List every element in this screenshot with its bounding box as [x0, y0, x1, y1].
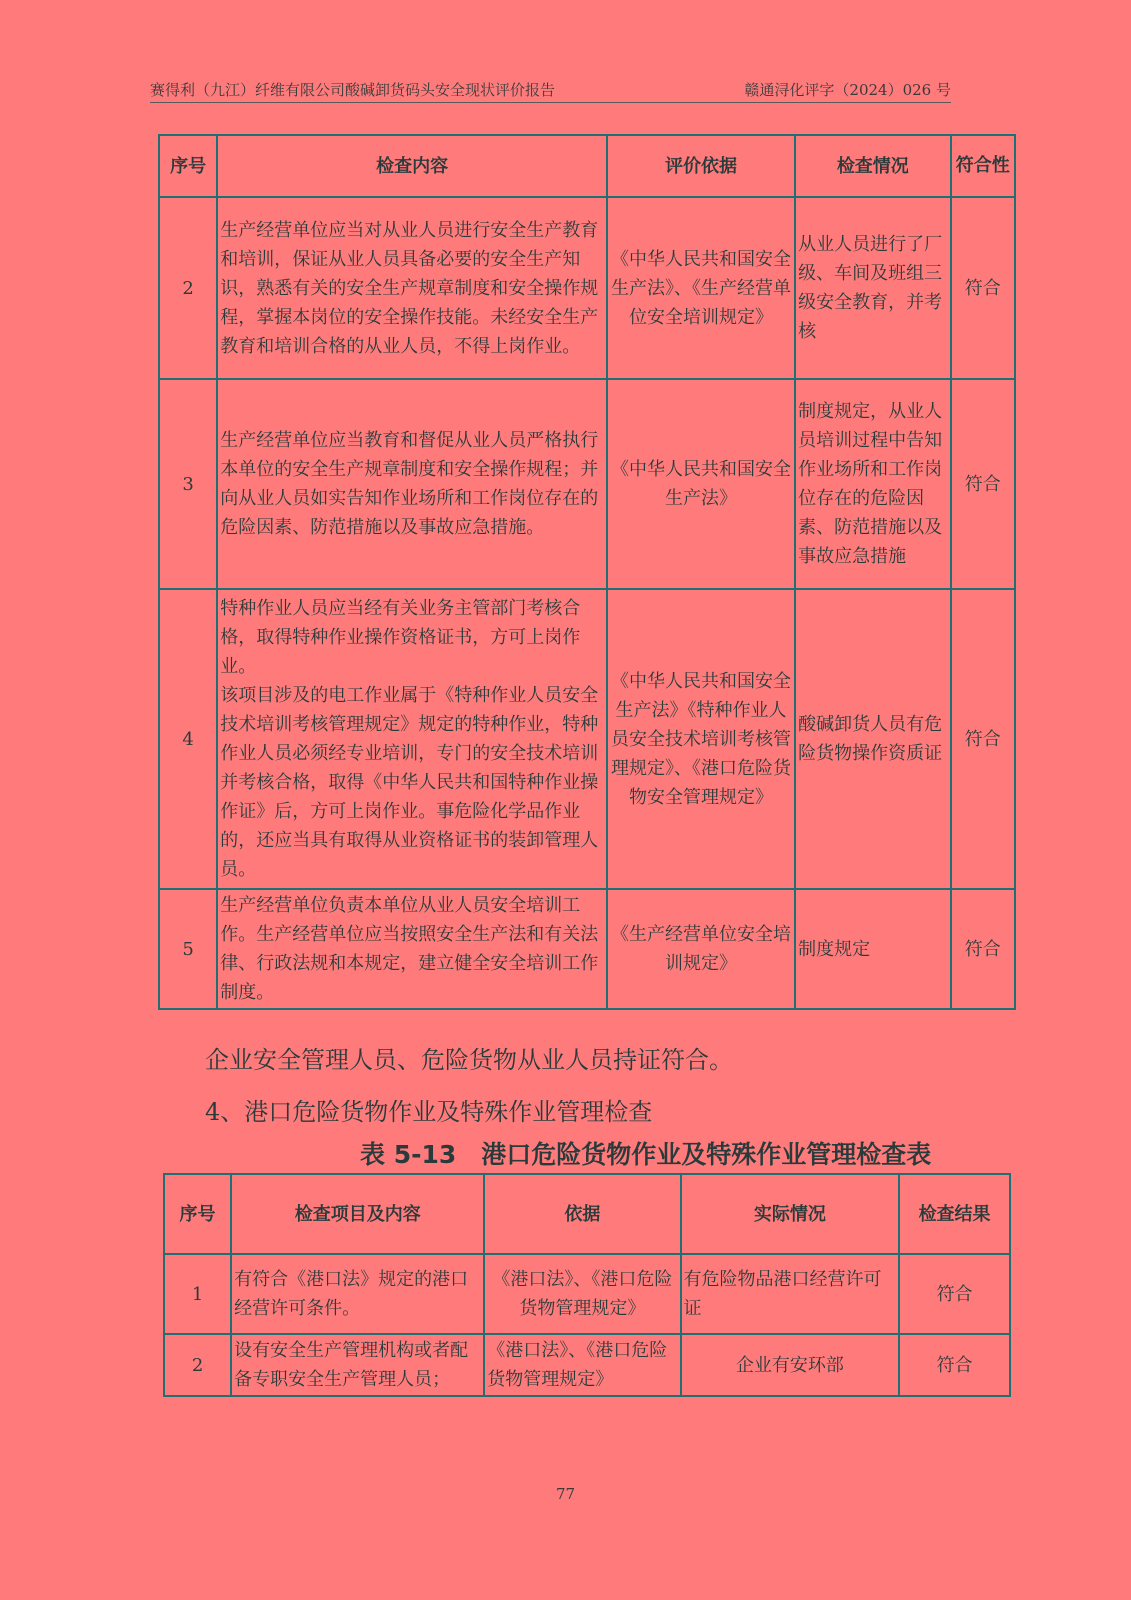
row-no: 4: [159, 589, 217, 889]
table-caption: 表 5-13 港口危险货物作业及特殊作业管理检查表: [360, 1140, 932, 1169]
row-basis: 《中华人民共和国安全生产法》、《生产经营单位安全培训规定》: [607, 197, 795, 379]
row-content: 有符合《港口法》规定的港口经营许可条件。: [231, 1254, 484, 1334]
header-report-number: 赣通浔化评字（2024）026 号: [744, 81, 951, 99]
row-basis: 《港口法》、《港口危险货物管理规定》: [484, 1334, 680, 1396]
row-status: 企业有安环部: [681, 1334, 900, 1396]
table-row: [159, 889, 1015, 1009]
table-row: [159, 197, 1015, 379]
header-item: 检查项目及内容: [231, 1174, 484, 1254]
row-status: 制度规定: [795, 889, 950, 1009]
row-content: 生产经营单位应当教育和督促从业人员严格执行本单位的安全生产规章制度和安全操作规程；并向从业人员如实告知作业场所和工作岗位存在的危险因素、防范措施以及事故应急措施。: [217, 379, 607, 589]
header-result: 符合性: [951, 135, 1015, 197]
row-content: 设有安全生产管理机构或者配备专职安全生产管理人员；: [231, 1334, 484, 1396]
row-status: 制度规定，从业人员培训过程中告知作业场所和工作岗位存在的危险因素、防范措施以及事故应急措施: [795, 379, 950, 589]
row-content: 生产经营单位负责本单位从业人员安全培训工作。生产经营单位应当按照安全生产法和有关法律、行政法规和本规定，建立健全安全培训工作制度。: [217, 889, 607, 1009]
row-basis: 《中华人民共和国安全生产法》: [607, 379, 795, 589]
header-basis: 依据: [484, 1174, 680, 1254]
row-no: 2: [159, 197, 217, 379]
page-header: [150, 80, 951, 103]
row-result: 符合: [899, 1254, 1010, 1334]
paragraph-certification-summary: 企业安全管理人员、危险货物从业人员持证符合。: [205, 1046, 733, 1074]
row-no: 3: [159, 379, 217, 589]
row-no: 2: [164, 1334, 231, 1396]
table-header-row: [159, 135, 1015, 197]
row-status: 有危险物品港口经营许可证: [681, 1254, 900, 1334]
row-status: 酸碱卸货人员有危险货物操作资质证: [795, 589, 950, 889]
header-no: 序号: [159, 135, 217, 197]
table-row: [164, 1254, 1010, 1334]
training-check-table: [158, 134, 1016, 1010]
row-basis: 《中华人民共和国安全生产法》《特种作业人员安全技术培训考核管理规定》、《港口危险货物安全管理规定》: [607, 589, 795, 889]
row-result: 符合: [951, 589, 1015, 889]
header-result: 检查结果: [899, 1174, 1010, 1254]
header-basis: 评价依据: [607, 135, 795, 197]
row-result: 符合: [951, 379, 1015, 589]
row-result: 符合: [899, 1334, 1010, 1396]
header-report-title: 赛得利（九江）纤维有限公司酸碱卸货码头安全现状评价报告: [150, 81, 556, 99]
header-no: 序号: [164, 1174, 231, 1254]
table-row: [164, 1334, 1010, 1396]
row-no: 1: [164, 1254, 231, 1334]
row-status: 从业人员进行了厂级、车间及班组三级安全教育，并考核: [795, 197, 950, 379]
header-actual: 实际情况: [681, 1174, 900, 1254]
row-basis: 《生产经营单位安全培训规定》: [607, 889, 795, 1009]
row-result: 符合: [951, 197, 1015, 379]
table-row: [159, 379, 1015, 589]
page-number: 77: [555, 1485, 576, 1503]
port-hazard-check-table: [163, 1173, 1011, 1397]
row-result: 符合: [951, 889, 1015, 1009]
row-no: 5: [159, 889, 217, 1009]
header-status: 检查情况: [795, 135, 950, 197]
table-header-row: [164, 1174, 1010, 1254]
row-content: 特种作业人员应当经有关业务主管部门考核合格，取得特种作业操作资格证书，方可上岗作业。 该项目涉及的电工作业属于《特种作业人员安全技术培训考核管理规定》规定的特种作业，特种作业人员必须经专业培训，专门的安全技术培训并考核合格，取得《中华人民共和国特种作业操作证》后，方可上岗作业。事危险化学品作业的，还应当具有取得从业资格证书的装卸管理人员。: [217, 589, 607, 889]
header-content: 检查内容: [217, 135, 607, 197]
row-basis: 《港口法》、《港口危险货物管理规定》: [484, 1254, 680, 1334]
section-heading: 4、港口危险货物作业及特殊作业管理检查: [205, 1098, 653, 1126]
table-row: [159, 589, 1015, 889]
row-content: 生产经营单位应当对从业人员进行安全生产教育和培训，保证从业人员具备必要的安全生产知识，熟悉有关的安全生产规章制度和安全操作规程，掌握本岗位的安全操作技能。未经安全生产教育和培训合格的从业人员，不得上岗作业。: [217, 197, 607, 379]
